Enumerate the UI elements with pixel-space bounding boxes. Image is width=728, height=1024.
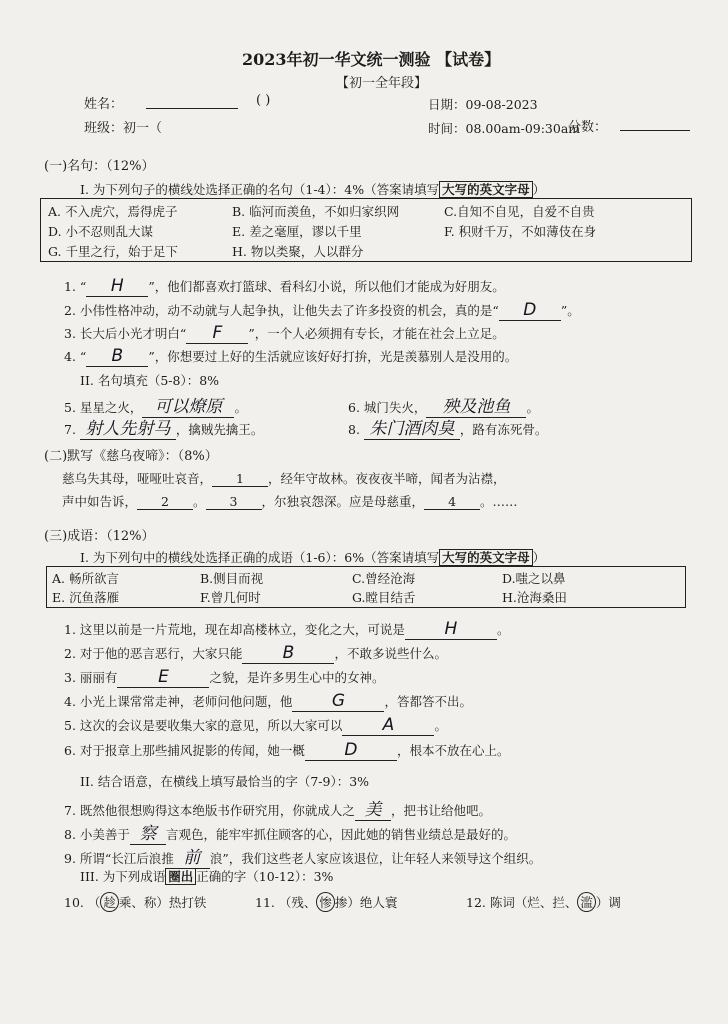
answer-field[interactable]: B: [242, 643, 334, 664]
answer-field[interactable]: 射人先射马: [80, 414, 176, 440]
sec1-option: G. 千里之行，始于足下: [48, 244, 178, 259]
exam-subtitle: 【初一全年段】: [336, 76, 428, 91]
sec3-fill-7: 7. 既然他很想购得这本绝版书作研究用，你就成人之 美 ，把书让给他吧。: [64, 795, 491, 821]
answer-field[interactable]: 朱门酒肉臭: [364, 414, 460, 440]
sec3-fill-8: 8. 小美善于 察 言观色，能牢牢抓住顾客的心，因此她的销售业绩总是最好的。: [64, 819, 516, 845]
answer-field[interactable]: 殃及池鱼: [426, 392, 526, 418]
blank-3[interactable]: 3: [206, 494, 262, 510]
sec3-option: H.沧海桑田: [502, 590, 567, 605]
sec2-heading: (二)默写《慈乌夜啼》：（8%）: [44, 449, 218, 464]
answer-field[interactable]: H: [405, 619, 497, 640]
sec1-question-3: 3. 长大后小光才明白“ F ”，一个人必须拥有专长，才能在社会上立足。: [64, 323, 505, 343]
sec1-fill-6: 6. 城门失火， 殃及池鱼 。: [348, 392, 539, 418]
answer-field[interactable]: E: [117, 667, 209, 688]
sec3-q12: 12. 陈词（烂、拦、 滥 ）调: [466, 892, 621, 912]
answer-field[interactable]: D: [499, 300, 561, 321]
sec3-question-1: 1. 这里以前是一片荒地，现在却高楼林立，变化之大，可说是 H 。: [64, 619, 510, 639]
sec1-question-2: 2. 小伟性格冲动，动不动就与人起争执，让他失去了许多投资的机会，真的是“ D ”。: [64, 300, 580, 320]
circled-answer[interactable]: 滥: [577, 892, 596, 912]
answer-field[interactable]: B: [86, 346, 148, 367]
sec1-option: F. 积财千万，不如薄伎在身: [444, 224, 597, 239]
blank-2[interactable]: 2: [137, 494, 193, 510]
sec3-q10: 10. （ 趁 乘、称）热打铁: [64, 892, 206, 912]
circled-answer[interactable]: 趁: [100, 892, 119, 912]
sec3-question-3: 3. 丽丽有 E 之貌，是许多男生心中的女神。: [64, 667, 385, 687]
sec3-question-2: 2. 对于他的恶言恶行，大家只能 B ，不敢多说些什么。: [64, 643, 447, 663]
sec2-line-1: 慈乌失其母，哑哑吐哀音， 1 ，经年守故林。夜夜夜半啼，闻者为沾襟，: [62, 471, 506, 486]
sec1-q1-intro: I. 为下列句子的横线处选择正确的名句（1-4）：4%（答案请填写 大写的英文字母 ）: [80, 182, 546, 197]
sec3-q2-intro: II. 结合语意，在横线上填写最恰当的字（7-9）：3%: [80, 774, 370, 789]
sec1-option: H. 物以类聚，人以群分: [232, 244, 364, 259]
answer-field[interactable]: F: [186, 323, 248, 344]
sec3-question-5: 5. 这次的会议是要收集大家的意见，所以大家可以 A 。: [64, 715, 447, 735]
sec3-question-4: 4. 小光上课常常走神，老师问他问题，他 G ，答都答不出。: [64, 691, 472, 711]
sec3-q1-intro: I. 为下列句中的横线处选择正确的成语（1-6）：6%（答案请填写 大写的英文字母 ）: [80, 550, 546, 565]
answer-field[interactable]: 察: [130, 819, 166, 845]
sec1-question-1: 1. “ H ”，他们都喜欢打篮球、看科幻小说，所以他们才能成为好朋友。: [64, 276, 505, 296]
sec1-option: A. 不入虎穴，焉得虎子: [48, 204, 178, 219]
name-paren: ( ): [256, 93, 271, 108]
sec3-option: E. 沉鱼落雁: [52, 590, 120, 605]
sec3-q3-intro: III. 为下列成语 圈出 正确的字（10-12）：3%: [80, 869, 334, 884]
sec3-option: F.曾几何时: [200, 590, 261, 605]
answer-field[interactable]: 前: [174, 843, 210, 869]
class-label: 班级：初一（: [84, 121, 163, 136]
sec3-option: C.曾经沧海: [352, 571, 416, 586]
answer-field[interactable]: D: [305, 740, 397, 761]
sec1-option: B. 临河而羡鱼，不如归家织网: [232, 204, 400, 219]
score-blank: [620, 130, 690, 131]
circled-answer[interactable]: 惨: [316, 892, 335, 912]
name-blank: [146, 108, 238, 109]
score-label: 分数：: [568, 120, 608, 135]
sec1-fill-8: 8. 朱门酒肉臭 ，路有冻死骨。: [348, 414, 547, 440]
sec1-option: C.自知不自见，自爱不自贵: [444, 204, 595, 219]
sec3-fill-9: 9. 所谓“长江后浪推 前 浪”，我们这些老人家应该退位，让年轻人来领导这个组织。: [64, 843, 541, 869]
sec3-option: G.瞠目结舌: [352, 590, 416, 605]
answer-field[interactable]: 可以燎原: [142, 392, 234, 418]
sec1-fill-7: 7. 射人先射马 ，擒贼先擒王。: [64, 414, 263, 440]
sec3-option: A. 畅所欲言: [52, 571, 119, 586]
answer-field[interactable]: 美: [355, 795, 391, 821]
sec3-q11: 11. （残、 惨 掺）绝人寰: [255, 892, 397, 912]
sec1-option: D. 小不忍则乱大谋: [48, 224, 154, 239]
sec3-option: B.侧目而视: [200, 571, 264, 586]
sec1-question-4: 4. “ B ”，你想要过上好的生活就应该好好打拚，光是羡慕别人是没用的。: [64, 346, 518, 366]
sec1-fill-5: 5. 星星之火， 可以燎原 。: [64, 392, 247, 418]
date-label: 日期：09-08-2023: [428, 97, 538, 112]
answer-field[interactable]: G: [292, 691, 384, 712]
sec1-heading: (一)名句：（12%）: [44, 159, 155, 174]
sec3-question-6: 6. 对于报章上那些捕风捉影的传闻，她一概 D ，根本不放在心上。: [64, 740, 510, 760]
answer-field[interactable]: A: [342, 715, 434, 736]
name-label: 姓名：: [84, 97, 124, 112]
answer-field[interactable]: H: [86, 276, 148, 297]
exam-title: 2023年初一华文统一测验 【试卷】: [242, 50, 501, 69]
sec1-q2-intro: II. 名句填充（5-8）：8%: [80, 373, 220, 388]
sec3-option: D.嗤之以鼻: [502, 571, 566, 586]
sec2-line-2: 声中如告诉， 2 。 3 ，尔独哀怨深。应是母慈重， 4 。……: [62, 494, 518, 509]
sec3-heading: (三)成语：（12%）: [44, 529, 155, 544]
blank-4[interactable]: 4: [424, 494, 480, 510]
sec1-option: E. 差之毫厘，谬以千里: [232, 224, 362, 239]
time-label: 时间：08.00am-09:30am: [428, 121, 581, 136]
blank-1[interactable]: 1: [212, 471, 268, 487]
